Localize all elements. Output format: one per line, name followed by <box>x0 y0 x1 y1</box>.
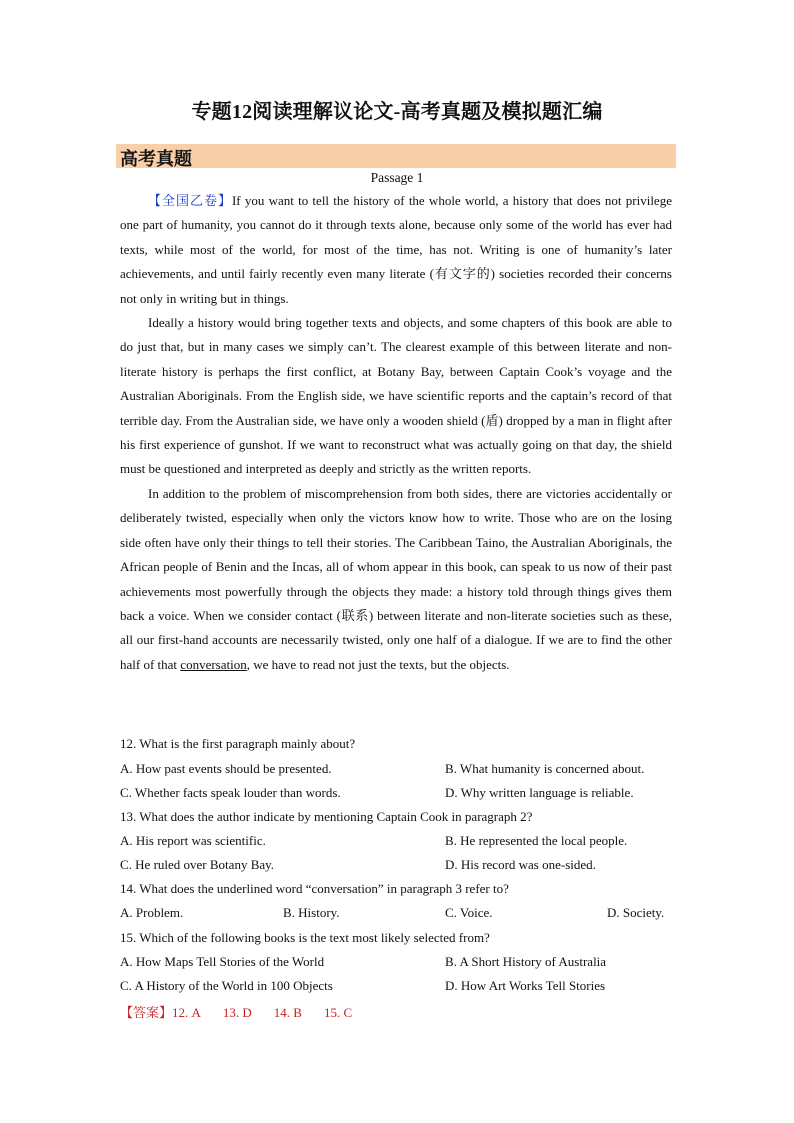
q14-option-c: C. Voice. <box>445 905 493 920</box>
q14-option-d: D. Society. <box>607 905 665 920</box>
answer-13: 13. D <box>222 1005 252 1020</box>
underlined-word: conversation <box>180 656 247 672</box>
section-header <box>116 144 676 168</box>
page-title: 专题12阅读理解议论文-高考真题及模拟题汇编 <box>191 101 603 123</box>
answer-15: 15. C <box>323 1005 353 1020</box>
question-14-stem: 14. What does the underlined word “conversation” in paragraph 3 refer to? <box>120 881 509 896</box>
answer-14: 14. B <box>273 1005 302 1020</box>
q15-option-a: A. How Maps Tell Stories of the World <box>120 954 325 969</box>
q13-option-b: B. He represented the local people. <box>445 833 628 848</box>
answer-label: 【答案】 <box>120 1005 173 1020</box>
q13-option-d: D. His record was one-sided. <box>445 857 596 872</box>
q12-option-d: D. Why written language is reliable. <box>445 785 634 800</box>
paragraph-1: 【全国乙卷】If you want to tell the history of the whole world, a history that does not privilege one part of humanity, you cannot do it through texts alone, because only some of the world has ever had texts, while most of the world, for most of the time, has not. Writing is one of humanity’s later achievements, and until fairly recently even many literate (有文字的) societies recorded their concerns not only in writing but in things. <box>120 193 672 306</box>
question-12-stem: 12. What is the first paragraph mainly about? <box>120 736 356 751</box>
passage-heading: Passage 1 <box>370 170 424 185</box>
passage-body <box>120 189 672 677</box>
q12-option-b: B. What humanity is concerned about. <box>445 761 645 776</box>
source-tag: 【全国乙卷】 <box>148 193 232 208</box>
paragraph-2: Ideally a history would bring together texts and objects, and some chapters of this book are able to do just that, but in many cases we simply can’t. The clearest example of this between literate and non-literate history is perhaps the first conflict, at Botany Bay, between Captain Cook’s voyage and the Australian Aboriginals. From the English side, we have scientific reports and the captain’s record of that terrible day. From the Australian side, we have only a wooden shield (盾) dropped by a man in flight after his first experience of gunshot. If we want to reconstruct what was actually going on that day, the shield must be questioned and interpreted as deeply and strictly as the written reports. <box>120 315 672 477</box>
q14-option-a: A. Problem. <box>120 905 184 920</box>
answer-key <box>120 1002 374 1021</box>
q15-option-c: C. A History of the World in 100 Objects <box>120 978 333 993</box>
section-title: 高考真题 <box>120 149 192 169</box>
q12-option-c: C. Whether facts speak louder than words. <box>120 785 341 800</box>
q13-option-c: C. He ruled over Botany Bay. <box>120 857 275 872</box>
question-13-stem: 13. What does the author indicate by mentioning Captain Cook in paragraph 2? <box>120 809 533 824</box>
q13-option-a: A. His report was scientific. <box>120 833 266 848</box>
q15-option-d: D. How Art Works Tell Stories <box>445 978 606 993</box>
q12-option-a: A. How past events should be presented. <box>120 761 332 776</box>
q14-option-b: B. History. <box>283 905 340 920</box>
question-15-stem: 15. Which of the following books is the text most likely selected from? <box>120 930 490 945</box>
paragraph-3: In addition to the problem of miscomprehension from both sides, there are victories accidentally or deliberately twisted, especially when only the victors know how to write. Those who are on the losing side often have only their things to tell their stories. The Caribbean Taino, the Australian Aboriginals, the African people of Benin and the Incas, all of whom appear in this book, can speak to us now of their past achievements most powerfully through the objects they made: a history told through things gives them back a voice. When we consider contact (联系) between literate and non-literate societies such as these, all our first-hand accounts are necessarily twisted, only one half of a dialogue. If we are to find the other half of that conversation, we have to read not just the texts, but the objects. <box>120 485 672 672</box>
answer-12: 12. A <box>172 1005 201 1020</box>
q15-option-b: B. A Short History of Australia <box>445 954 607 969</box>
